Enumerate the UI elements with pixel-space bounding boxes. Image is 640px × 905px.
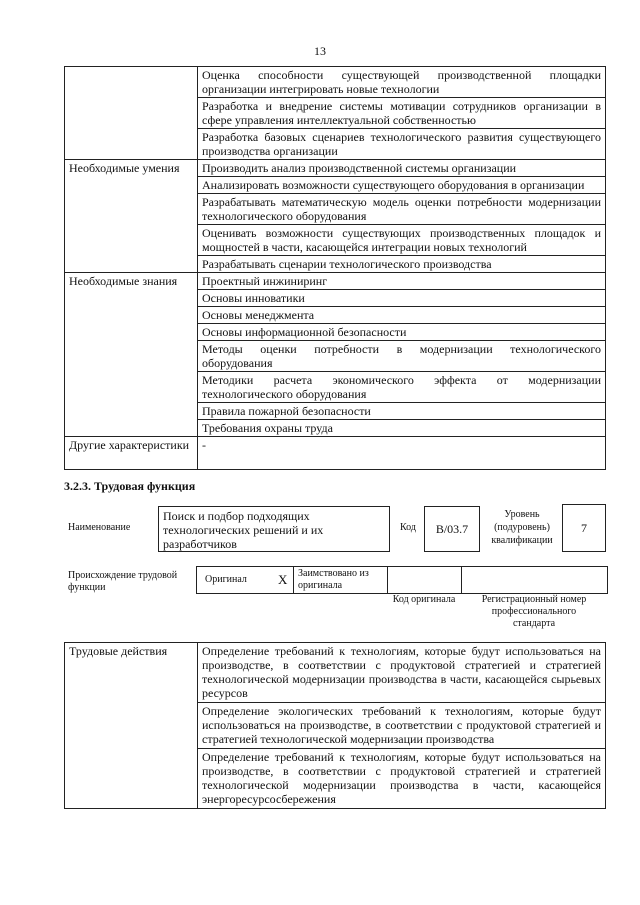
list-item: Разработка базовых сценариев технологического развития существующего производства организации xyxy=(198,129,606,160)
list-item: Методы оценки потребности в модернизации технологического оборудования xyxy=(198,341,606,372)
code-label: Код xyxy=(400,522,416,533)
list-item: Разрабатывать сценарии технологического производства xyxy=(198,256,606,273)
skills-label: Необходимые умения xyxy=(65,160,198,273)
divider xyxy=(387,567,388,593)
list-item: Оценка способности существующей производственной площадки организации интегрировать новые технологии xyxy=(198,67,606,98)
list-item: Основы менеджмента xyxy=(198,307,606,324)
table-row xyxy=(65,437,606,470)
other-value: - xyxy=(198,437,606,470)
list-item: Определение требований к технологиям, которые будут использоваться на производстве, в соответствии с продуктовой стратегией и стратегией технологической модернизации производства в части, касающейся сырьевых ресурсов xyxy=(198,643,606,703)
list-item: Правила пожарной безопасности xyxy=(198,403,606,420)
list-item: Методики расчета экономического эффекта от модернизации технологического оборудования xyxy=(198,372,606,403)
list-item: Оценивать возможности существующих производственных площадок и мощностей в части, касающейся интеграции новых технологий xyxy=(198,225,606,256)
name-label: Наименование xyxy=(68,522,131,533)
list-item: Анализировать возможности существующего оборудования в организации xyxy=(198,177,606,194)
actions-table xyxy=(64,642,606,809)
original-label: Оригинал xyxy=(205,574,247,585)
section-title: 3.2.3. Трудовая функция xyxy=(64,479,196,493)
other-label: Другие характеристики xyxy=(65,437,198,470)
competency-table xyxy=(64,66,606,470)
level-label: Уровень (подуровень) квалификации xyxy=(491,509,553,546)
empty-label-cell xyxy=(65,67,198,160)
code-caption: Код оригинала xyxy=(392,594,456,605)
function-name-box: Поиск и подбор подходящих технологических решений и их разработчиков xyxy=(158,506,390,552)
list-item: Основы инноватики xyxy=(198,290,606,307)
divider xyxy=(461,567,462,593)
table-row xyxy=(65,67,606,98)
borrowed-label: Заимствовано из оригинала xyxy=(298,568,369,591)
reg-caption: Регистрационный номер профессионального стандарта xyxy=(481,594,587,629)
list-item: Разрабатывать математическую модель оценки потребности модернизации технологического оборудования xyxy=(198,194,606,225)
list-item: Требования охраны труда xyxy=(198,420,606,437)
level-value-box: 7 xyxy=(562,504,606,552)
list-item: Определение экологических требований к технологиям, которые будут использоваться на производстве, в соответствии с продуктовой стратегией и стратегией технологической модернизации производства xyxy=(198,703,606,749)
table-row xyxy=(65,160,606,177)
code-value-box: В/03.7 xyxy=(424,506,480,552)
table-row xyxy=(65,273,606,290)
knowledge-label: Необходимые знания xyxy=(65,273,198,437)
list-item: Производить анализ производственной системы организации xyxy=(198,160,606,177)
original-mark: X xyxy=(278,572,288,587)
list-item: Определение требований к технологиям, которые будут использоваться на производстве, в соответствии с продуктовой стратегией и стратегией технологической модернизации производства в части, касающейся энергоресурсосбережения xyxy=(198,749,606,809)
actions-label: Трудовые действия xyxy=(65,643,198,809)
origin-label: Происхождение трудовой функции xyxy=(68,570,178,593)
list-item: Проектный инжиниринг xyxy=(198,273,606,290)
origin-row xyxy=(196,566,608,594)
divider xyxy=(293,567,294,593)
table-row xyxy=(65,643,606,703)
list-item: Основы информационной безопасности xyxy=(198,324,606,341)
page-number: 13 xyxy=(314,44,326,58)
list-item: Разработка и внедрение системы мотивации сотрудников организации в сфере управления интеллектуальной собственностью xyxy=(198,98,606,129)
